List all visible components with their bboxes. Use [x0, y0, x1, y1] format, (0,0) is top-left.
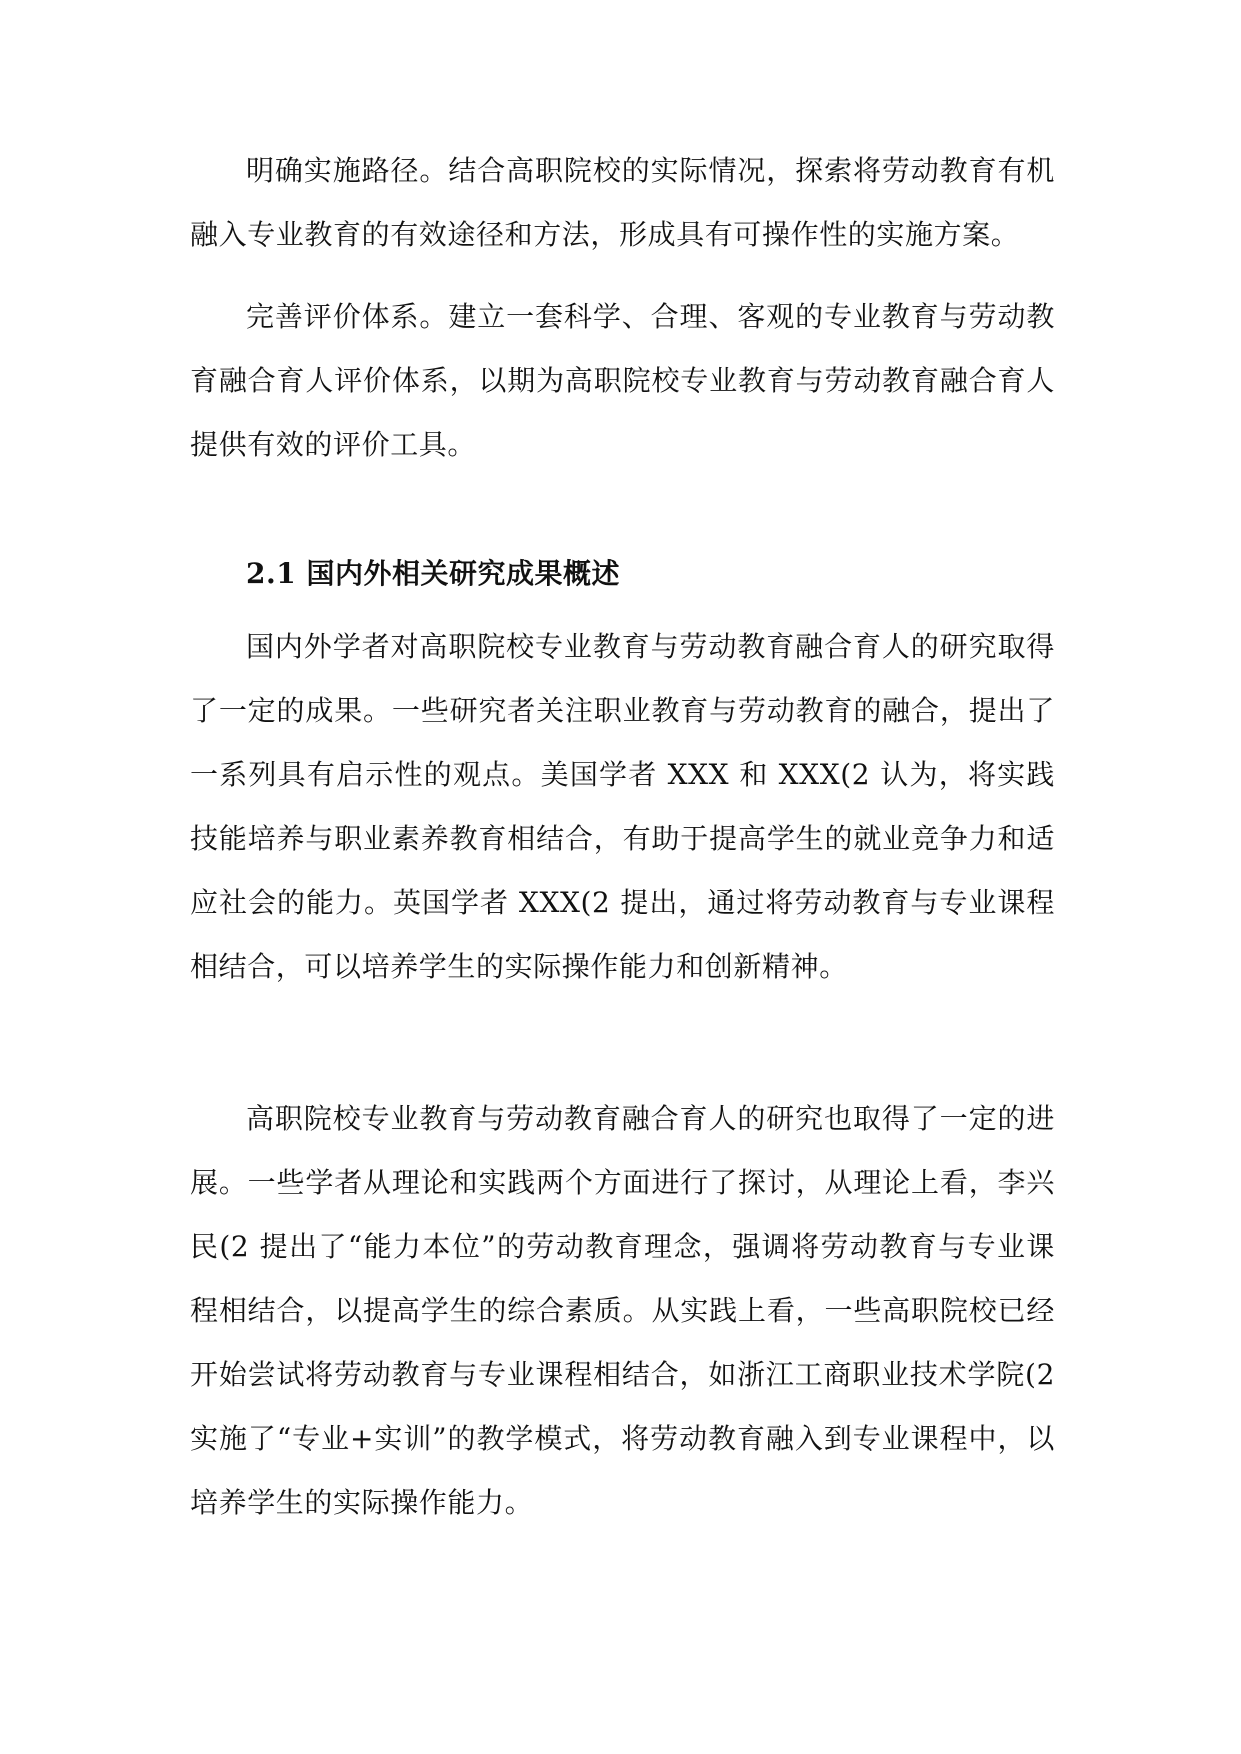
paragraph-research-overview: 国内外学者对高职院校专业教育与劳动教育融合育人的研究取得了一定的成果。一些研究者关注职业教育与劳动教育的融合，提出了一系列具有启示性的观点。美国学者 XXX 和 XXX(2 认为，将实践技能培养与职业素养教育相结合，有助于提高学生的就业竞争力和适应社会的能力。英国学者 XXX(2 提出，通过将劳动教育与专业课程相结合，可以培养学生的实际操作能力和创新精神。	[190, 630, 1055, 983]
paragraph-implementation-path: 明确实施路径。结合高职院校的实际情况，探索将劳动教育有机融入专业教育的有效途径和方法，形成具有可操作性的实施方案。	[190, 154, 1055, 251]
paragraph-evaluation-system: 完善评价体系。建立一套科学、合理、客观的专业教育与劳动教育融合育人评价体系，以期为高职院校专业教育与劳动教育融合育人提供有效的评价工具。	[190, 300, 1055, 461]
paragraph-research-progress: 高职院校专业教育与劳动教育融合育人的研究也取得了一定的进展。一些学者从理论和实践两个方面进行了探讨，从理论上看，李兴民(2 提出了“能力本位”的劳动教育理念，强调将劳动教育与专业课程相结合，以提高学生的综合素质。从实践上看，一些高职院校已经开始尝试将劳动教育与专业课程相结合，如浙江工商职业技术学院(2 实施了“专业+实训”的教学模式，将劳动教育融入到专业课程中，以培养学生的实际操作能力。	[190, 1102, 1055, 1519]
section-heading: 2.1 国内外相关研究成果概述	[246, 557, 620, 590]
